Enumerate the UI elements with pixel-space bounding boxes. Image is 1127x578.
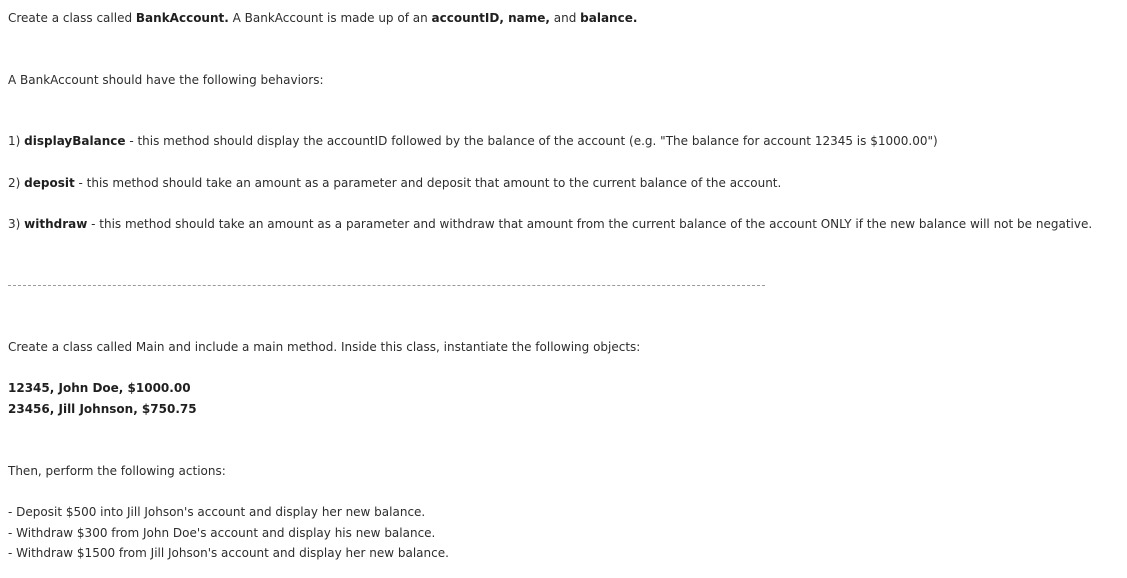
balance-field: balance. bbox=[580, 11, 638, 25]
fields-list: accountID, name, bbox=[431, 11, 550, 25]
object-entry bbox=[8, 401, 197, 417]
behavior-number: 1) bbox=[8, 134, 25, 148]
behavior-item bbox=[8, 216, 1092, 232]
object-values: 12345, John Doe, $1000.00 bbox=[8, 381, 191, 395]
main-instruction: Create a class called Main and include a main method. Inside this class, instantiate the following objects: bbox=[8, 340, 641, 354]
dashed-divider bbox=[8, 285, 765, 286]
behavior-name: withdraw bbox=[24, 217, 88, 231]
behavior-item bbox=[8, 133, 938, 149]
behaviors-heading: A BankAccount should have the following behaviors: bbox=[8, 73, 324, 87]
behavior-description: - this method should take an amount as a parameter and withdraw that amount from the current balance of the account ONLY if the new balance will not be negative. bbox=[87, 217, 1093, 231]
class-name: BankAccount. bbox=[135, 11, 229, 25]
object-entry bbox=[8, 380, 191, 396]
behavior-number: 2) bbox=[8, 176, 25, 190]
actions-heading: Then, perform the following actions: bbox=[8, 464, 226, 478]
action-item: - Deposit $500 into Jill Johson's account and display her new balance. bbox=[8, 505, 426, 519]
behavior-name: displayBalance bbox=[24, 134, 126, 148]
object-values: 23456, Jill Johnson, $750.75 bbox=[8, 402, 197, 416]
intro-text-3: and bbox=[549, 11, 581, 25]
intro-text-2: A BankAccount is made up of an bbox=[228, 11, 432, 25]
behavior-description: - this method should display the accountID followed by the balance of the account (e.g. "The balance for account 12345 is $1000.00") bbox=[125, 134, 938, 148]
action-item: - Withdraw $300 from John Doe's account and display his new balance. bbox=[8, 526, 436, 540]
action-item: - Withdraw $1500 from Jill Johson's account and display her new balance. bbox=[8, 546, 449, 560]
intro-text-1: Create a class called bbox=[8, 11, 136, 25]
behavior-number: 3) bbox=[8, 217, 25, 231]
behavior-item bbox=[8, 175, 781, 191]
behavior-name: deposit bbox=[24, 176, 75, 190]
behavior-description: - this method should take an amount as a parameter and deposit that amount to the current balance of the account. bbox=[74, 176, 782, 190]
intro-paragraph bbox=[8, 10, 637, 26]
